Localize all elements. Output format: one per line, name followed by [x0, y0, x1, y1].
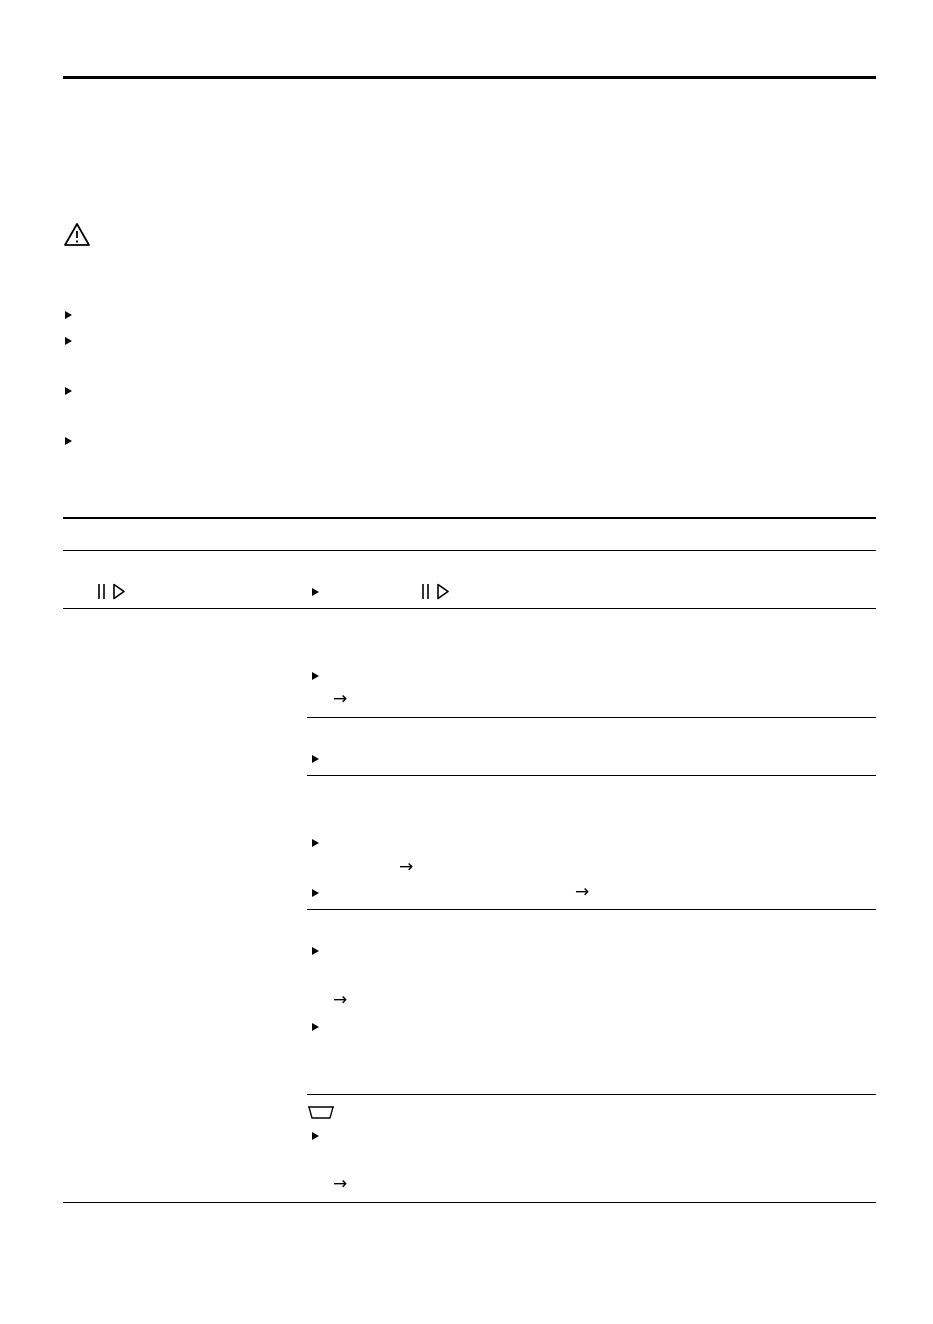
sub-row-rule: [307, 1094, 876, 1095]
bullet-icon: [312, 889, 319, 897]
bullet-icon: [65, 337, 72, 345]
right-arrow-icon: →: [333, 990, 348, 1010]
sub-row-rule: [307, 909, 876, 910]
sub-row-rule: [307, 717, 876, 718]
right-arrow-icon: →: [333, 689, 348, 709]
bullet-icon: [65, 387, 72, 395]
pause-play-icon: [97, 583, 127, 600]
right-arrow-icon: →: [399, 857, 414, 877]
pause-play-icon: [421, 583, 451, 600]
bullet-icon: [65, 437, 72, 445]
bullet-icon: [312, 755, 319, 763]
tray-icon: [307, 1105, 335, 1120]
header-rule: [63, 76, 876, 79]
table-top-rule: [63, 517, 876, 519]
warning-icon: [63, 222, 91, 247]
right-arrow-icon: →: [575, 882, 590, 902]
bullet-icon: [65, 311, 72, 319]
right-arrow-icon: →: [333, 1174, 348, 1194]
bullet-icon: [312, 1132, 319, 1140]
table-bottom-rule: [63, 1202, 876, 1203]
bullet-icon: [312, 947, 319, 955]
table-row-rule: [63, 608, 876, 609]
bullet-icon: [312, 672, 319, 680]
sub-row-rule: [307, 775, 876, 776]
bullet-icon: [312, 588, 319, 596]
bullet-icon: [312, 1023, 319, 1031]
table-header-rule: [63, 550, 876, 551]
bullet-icon: [312, 839, 319, 847]
